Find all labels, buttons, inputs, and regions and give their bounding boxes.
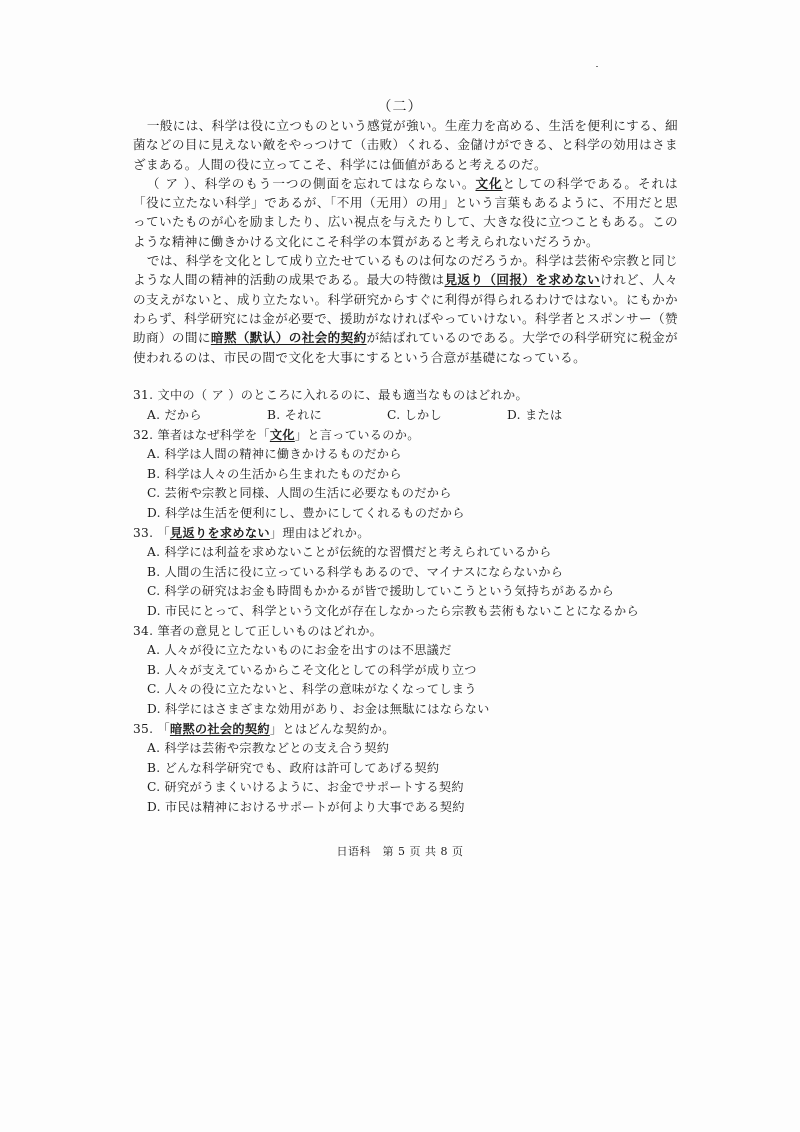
option-d: D. 市民は精神におけるサポートが何より大事である契約 [147, 799, 465, 814]
reading-passage [133, 116, 678, 367]
question-stem-text: 32. 筆者はなぜ科学を「 [133, 428, 270, 442]
underlined-term-mikaeri: 見返り（回报）を求めない [444, 272, 601, 288]
option-a: A. 科学には利益を求めないことが伝統的な習慣だと考えられているから [147, 545, 552, 559]
option-a: A. だから [147, 408, 202, 422]
underlined-term-bunka: 文化 [475, 175, 503, 191]
question-35 [133, 719, 678, 817]
question-32 [133, 425, 678, 523]
question-stem-text: 」とはどんな契約か。 [269, 722, 395, 736]
option-c: C. しかし [387, 408, 443, 422]
option-b: B. それに [267, 408, 323, 422]
option-c: C. 研究がうまくいけるように、お金でサポートする契約 [147, 780, 464, 794]
underlined-term-anmoku: 暗黙（默认）の社会的契約 [210, 330, 367, 346]
option-a: A. 人々が役に立たないものにお金を出すのは不思議だ [147, 643, 452, 657]
option-b: B. 科学は人々の生活から生まれたものだから [147, 466, 402, 481]
underlined-term: 見返りを求めない [169, 526, 270, 540]
option-b: B. どんな科学研究でも、政府は許可してあげる契約 [147, 760, 440, 775]
question-stem: 34. 筆者の意見として正しいものはどれか。 [133, 624, 383, 638]
option-b: B. 人々が支えているからこそ文化としての科学が成り立つ [147, 662, 477, 677]
option-d: D. 科学にはさまざまな効用があり、お金は無駄にはならない [147, 701, 490, 716]
page-footer: 日语科 第 5 页 共 8 页 [336, 845, 464, 858]
underlined-term: 文化 [269, 428, 295, 442]
passage-text: けれど、人々の支えがないと、成り立たない。科学研究からすぐに利得が得られるわけではない。にもかかわらず、科学研究には金が必要で、援助がなければやっていけない。科学者とスポンサー（赞助商）の間に [133, 272, 678, 346]
passage-text: が結ばれているのである。大学での科学研究に税金が使われるのは、市民の間で文化を大事にするという合意が基礎になっている。 [133, 330, 678, 365]
scan-speck [596, 66, 598, 67]
option-c: C. 芸術や宗教と同様、人間の生活に必要なものだから [147, 486, 452, 500]
option-d: D. 市民にとって、科学という文化が存在しなかったら宗教も芸術もないことになるから [147, 603, 640, 618]
section-title: （二） [377, 99, 423, 115]
question-stem-text: 35. 「 [133, 722, 170, 736]
passage-text: 一般には、科学は役に立つものという感覚が強い。生産力を高める、生活を便利にする、細菌などの目に見えない敵をやっつけて（击败）くれる、金儲けができる、と科学の効用はさまざまある。人間の役に立ってこそ、科学には価値があると考えるのだ。 [133, 118, 678, 172]
option-b: B. 人間の生活に役に立っている科学もあるので、マイナスにならないから [147, 564, 564, 579]
option-d: D. または [507, 408, 563, 422]
question-33 [133, 523, 678, 621]
question-stem: 31. 文中の（ ア ）のところに入れるのに、最も適当なものはどれか。 [133, 388, 528, 402]
question-stem [133, 523, 678, 543]
passage-paragraph-3 [133, 251, 678, 367]
question-stem-text: 」理由はどれか。 [269, 526, 370, 540]
underlined-term: 暗黙の社会的契約 [169, 722, 270, 736]
passage-text: （ ア ）、科学のもう一つの側面を忘れてはならない。 [146, 175, 476, 191]
question-31 [133, 385, 678, 425]
passage-text: では、科学を文化として成り立たせているものは何なのだろうか。科学は芸術や宗教と同じような人間の精神的活動の成果である。最大の特徴は [133, 253, 678, 288]
option-c: C. 科学の研究はお金も時間もかかるが皆で援助していこうという気持ちがあるから [147, 584, 615, 598]
question-list [133, 385, 678, 817]
passage-paragraph-1 [133, 116, 678, 174]
option-row [133, 405, 678, 425]
option-a: A. 科学は人間の精神に働きかけるものだから [147, 447, 402, 461]
question-stem-text: 」と言っているのか。 [294, 428, 420, 442]
question-stem [133, 719, 678, 739]
passage-paragraph-2 [133, 174, 678, 251]
question-34 [133, 621, 678, 719]
option-a: A. 科学は芸術や宗教などとの支え合う契約 [147, 741, 390, 755]
question-stem-text: 33. 「 [133, 526, 170, 540]
option-c: C. 人々の役に立たないと、科学の意味がなくなってしまう [147, 682, 477, 696]
question-stem [133, 425, 678, 445]
passage-text: としての科学である。それは「役に立たない科学」であるが、「不用（无用）の用」という言葉もあるように、不用だと思っていたものが心を励ましたり、広い視点を与えたりして、大きな役に立つこともある。このような精神に働きかける文化にこそ科学の本質があると考えられないだろうか。 [133, 175, 679, 249]
option-d: D. 科学は生活を便利にし、豊かにしてくれるものだから [147, 505, 465, 520]
